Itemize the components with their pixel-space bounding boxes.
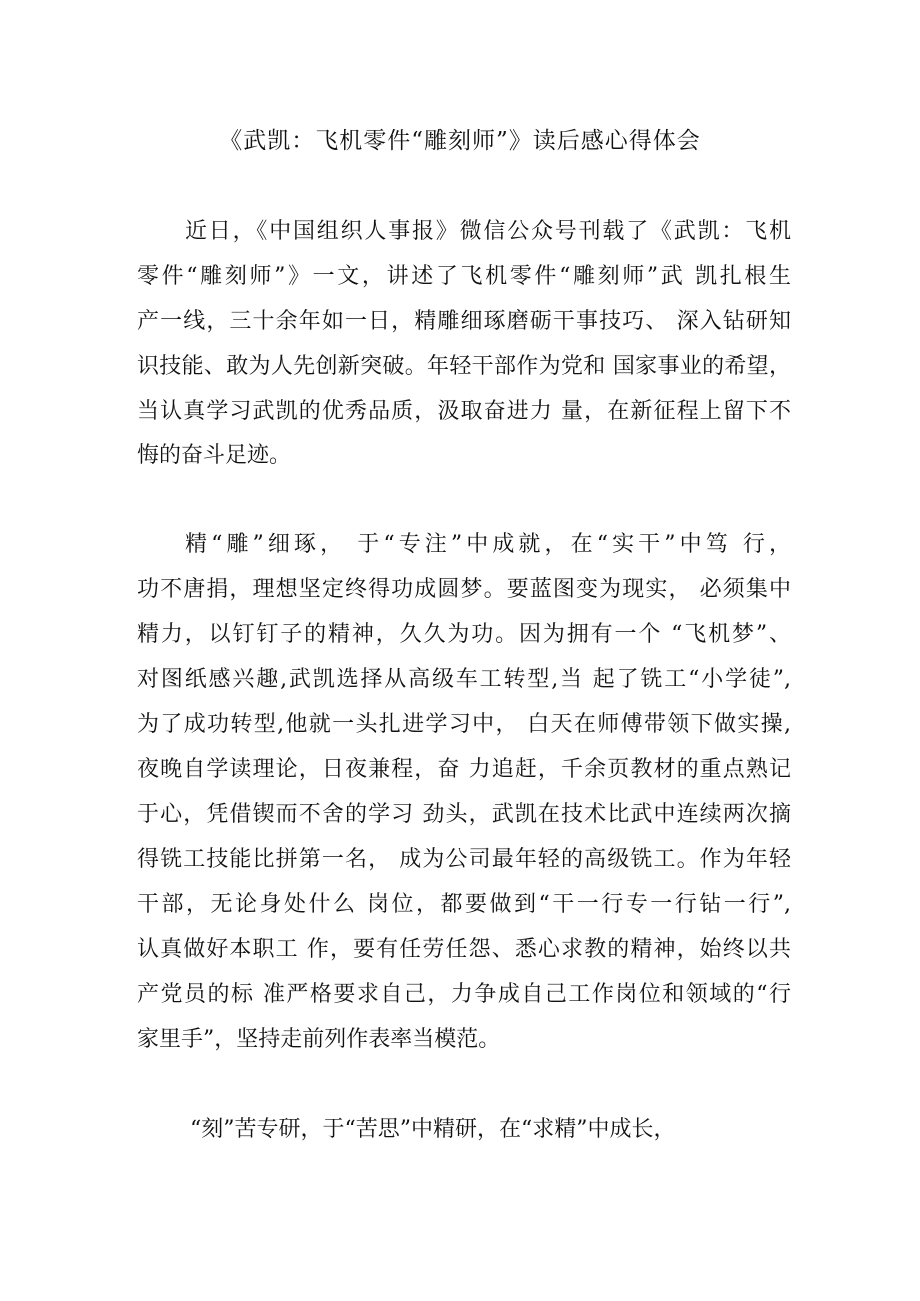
paragraph-2-line: 家里手”，坚持走前列作表率当模范。: [137, 1027, 501, 1052]
paragraph-2-line: 夜晚自学读理论，日夜兼程，奋 力追赶，千余页教材的重点熟记: [137, 757, 791, 782]
document-title: 《武凯：飞机零件“雕刻师”》读后感心得体会: [219, 128, 701, 154]
paragraph-2-line: 产党员的标 准严格要求自己，力争成自己工作岗位和领域的“行: [137, 982, 791, 1007]
paragraph-3-line: “刻”苦专研，于“苦思”中精研，在“求精”中成长，: [190, 1117, 676, 1142]
paragraph-2-line: 得铣工技能比拼第一名， 成为公司最年轻的高级铣工。作为年轻: [137, 847, 791, 872]
paragraph-2-line: 认真做好本职工 作，要有任劳任怨、悉心求教的精神，始终以共: [137, 937, 791, 962]
paragraph-2-line: 功不唐捐，理想坚定终得功成圆梦。要蓝图变为现实， 必须集中: [137, 577, 791, 602]
paragraph-1-line: 零件“雕刻师”》一文，讲述了飞机零件“雕刻师”武 凯扎根生: [137, 264, 791, 289]
paragraph-2-line: 干部，无论身处什么 岗位，都要做到“干一行专一行钻一行”,: [137, 892, 791, 917]
paragraph-2-line: 对图纸感兴趣,武凯选择从高级车工转型,当 起了铣工“小学徒”,: [137, 667, 791, 692]
paragraph-2-line: 为了成功转型,他就一头扎进学习中， 白天在师傅带领下做实操,: [137, 712, 791, 737]
paragraph-2-line: 精力，以钉钉子的精神，久久为功。因为拥有一个 “飞机梦”、: [137, 622, 791, 647]
paragraph-1-line: 识技能、敢为人先创新突破。年轻干部作为党和 国家事业的希望，: [137, 354, 791, 379]
paragraph-1-line: 产一线，三十余年如一日，精雕细琢磨砺干事技巧、 深入钻研知: [137, 309, 791, 334]
paragraph-1-line: 近日，《中国组织人事报》微信公众号刊载了《武凯：飞机: [185, 219, 791, 244]
paragraph-1-line: 悔的奋斗足迹。: [137, 443, 292, 468]
paragraph-2-line: 于心，凭借锲而不舍的学习 劲头，武凯在技术比武中连续两次摘: [137, 802, 791, 827]
paragraph-2-line: 精“雕”细琢， 于“专注”中成就，在“实干”中笃 行，: [185, 532, 791, 557]
paragraph-1-line: 当认真学习武凯的优秀品质，汲取奋进力 量，在新征程上留下不: [137, 399, 791, 424]
